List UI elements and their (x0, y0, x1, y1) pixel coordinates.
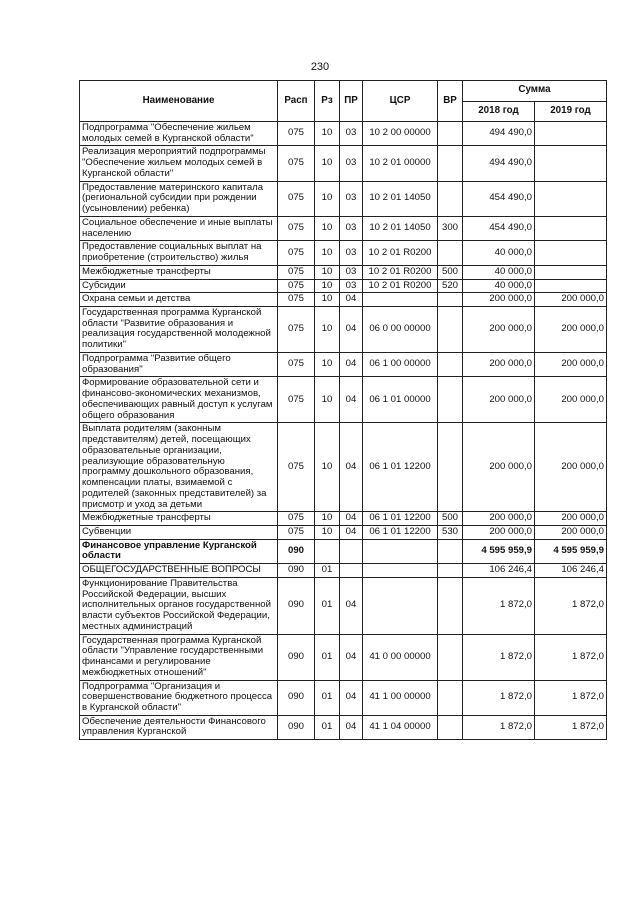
header-name: Наименование (80, 81, 278, 122)
row-rasp: 075 (278, 241, 315, 265)
row-vr (438, 423, 463, 512)
row-rasp: 090 (278, 539, 315, 563)
row-rz: 10 (315, 423, 340, 512)
row-sum-2018: 4 595 959,9 (463, 539, 535, 563)
row-rasp: 090 (278, 634, 315, 680)
row-rz: 10 (315, 122, 340, 146)
row-pr: 03 (340, 279, 363, 293)
table-row (80, 634, 607, 680)
row-rasp: 075 (278, 216, 315, 240)
row-rz: 10 (315, 352, 340, 376)
row-rz: 01 (315, 680, 340, 715)
row-vr: 300 (438, 216, 463, 240)
table-row (80, 352, 607, 376)
row-rasp: 075 (278, 265, 315, 279)
row-pr: 03 (340, 216, 363, 240)
row-vr: 530 (438, 525, 463, 539)
row-pr: 03 (340, 241, 363, 265)
row-sum-2018: 200 000,0 (463, 512, 535, 526)
table-row (80, 241, 607, 265)
row-csr: 06 1 01 12200 (363, 512, 438, 526)
row-csr: 10 2 01 R0200 (363, 241, 438, 265)
row-sum-2019: 200 000,0 (535, 293, 607, 307)
row-rasp: 075 (278, 525, 315, 539)
row-sum-2018: 40 000,0 (463, 241, 535, 265)
row-name: Государственная программа Курганской области "Управление государственными финансами и регулирование межбюджетных отношений" (80, 634, 278, 680)
table-row (80, 181, 607, 216)
row-pr: 04 (340, 352, 363, 376)
row-sum-2018: 494 490,0 (463, 146, 535, 181)
row-name: Межбюджетные трансферты (80, 512, 278, 526)
row-pr: 04 (340, 577, 363, 634)
table-row (80, 715, 607, 739)
row-sum-2018: 494 490,0 (463, 122, 535, 146)
row-rz: 10 (315, 293, 340, 307)
table-header (80, 81, 607, 122)
table-row (80, 539, 607, 563)
row-sum-2018: 106 246,4 (463, 564, 535, 578)
row-rz: 01 (315, 715, 340, 739)
row-sum-2019: 1 872,0 (535, 680, 607, 715)
row-sum-2019: 200 000,0 (535, 525, 607, 539)
row-name: Охрана семьи и детства (80, 293, 278, 307)
table-row (80, 307, 607, 353)
row-rasp: 075 (278, 307, 315, 353)
header-csr: ЦСР (363, 81, 438, 122)
row-sum-2019 (535, 216, 607, 240)
row-vr: 520 (438, 279, 463, 293)
row-csr: 10 2 01 00000 (363, 146, 438, 181)
row-rasp: 075 (278, 512, 315, 526)
header-pr: ПР (340, 81, 363, 122)
row-vr (438, 241, 463, 265)
header-sum: Сумма (463, 81, 607, 102)
row-name: Реализация мероприятий подпрограммы "Обеспечение жильем молодых семей в Курганской области" (80, 146, 278, 181)
row-vr (438, 181, 463, 216)
row-vr (438, 577, 463, 634)
row-name: Предоставление социальных выплат на приобретение (строительство) жилья (80, 241, 278, 265)
row-vr (438, 680, 463, 715)
header-rz: Рз (315, 81, 340, 122)
row-sum-2018: 200 000,0 (463, 377, 535, 423)
row-name: Обеспечение деятельности Финансового управления Курганской (80, 715, 278, 739)
row-sum-2019 (535, 181, 607, 216)
row-sum-2019: 1 872,0 (535, 577, 607, 634)
row-sum-2018: 200 000,0 (463, 423, 535, 512)
row-pr: 04 (340, 715, 363, 739)
row-rasp: 075 (278, 279, 315, 293)
row-sum-2019: 200 000,0 (535, 423, 607, 512)
row-name: Социальное обеспечение и иные выплаты населению (80, 216, 278, 240)
row-rz (315, 539, 340, 563)
row-rasp: 090 (278, 680, 315, 715)
row-sum-2019: 200 000,0 (535, 377, 607, 423)
table-row (80, 122, 607, 146)
row-name: Подпрограмма "Развитие общего образования" (80, 352, 278, 376)
row-sum-2018: 454 490,0 (463, 181, 535, 216)
row-name: Подпрограмма "Обеспечение жильем молодых семей в Курганской области" (80, 122, 278, 146)
header-vr: ВР (438, 81, 463, 122)
row-vr: 500 (438, 512, 463, 526)
row-name: Подпрограмма "Организация и совершенствование бюджетного процесса в Курганской области" (80, 680, 278, 715)
row-rasp: 075 (278, 122, 315, 146)
row-name: Финансовое управление Курганской области (80, 539, 278, 563)
table-row (80, 216, 607, 240)
row-sum-2018: 200 000,0 (463, 525, 535, 539)
row-name: Функционирование Правительства Российской Федерации, высших исполнительных органов государственной власти субъектов Российской Федерации, местных администраций (80, 577, 278, 634)
row-vr (438, 146, 463, 181)
row-csr: 06 0 00 00000 (363, 307, 438, 353)
header-rasp: Расп (278, 81, 315, 122)
row-csr: 06 1 01 12200 (363, 423, 438, 512)
row-sum-2019 (535, 122, 607, 146)
row-vr (438, 293, 463, 307)
row-name: Субсидии (80, 279, 278, 293)
row-vr (438, 715, 463, 739)
row-sum-2019: 200 000,0 (535, 352, 607, 376)
row-pr: 03 (340, 181, 363, 216)
row-csr: 10 2 00 00000 (363, 122, 438, 146)
row-csr (363, 293, 438, 307)
row-sum-2019: 200 000,0 (535, 307, 607, 353)
row-sum-2018: 1 872,0 (463, 680, 535, 715)
table-row (80, 377, 607, 423)
row-csr: 10 2 01 R0200 (363, 279, 438, 293)
row-pr: 04 (340, 293, 363, 307)
row-csr (363, 564, 438, 578)
budget-table (79, 80, 607, 740)
row-pr: 04 (340, 680, 363, 715)
table-row (80, 577, 607, 634)
row-pr (340, 539, 363, 563)
table-row (80, 146, 607, 181)
table-row (80, 293, 607, 307)
row-name: Субвенции (80, 525, 278, 539)
row-sum-2018: 40 000,0 (463, 279, 535, 293)
row-rz: 10 (315, 241, 340, 265)
table-row (80, 423, 607, 512)
row-sum-2019: 106 246,4 (535, 564, 607, 578)
row-sum-2018: 1 872,0 (463, 577, 535, 634)
row-name: ОБЩЕГОСУДАРСТВЕННЫЕ ВОПРОСЫ (80, 564, 278, 578)
row-rz: 10 (315, 181, 340, 216)
row-sum-2019: 4 595 959,9 (535, 539, 607, 563)
table-row (80, 279, 607, 293)
row-pr: 03 (340, 146, 363, 181)
header-2019: 2019 год (535, 101, 607, 122)
row-pr: 04 (340, 423, 363, 512)
row-vr (438, 564, 463, 578)
row-name: Межбюджетные трансферты (80, 265, 278, 279)
row-rasp: 075 (278, 377, 315, 423)
row-rz: 10 (315, 307, 340, 353)
table-row (80, 564, 607, 578)
row-csr (363, 539, 438, 563)
row-pr: 04 (340, 634, 363, 680)
row-pr: 03 (340, 122, 363, 146)
row-sum-2019: 1 872,0 (535, 634, 607, 680)
row-sum-2018: 200 000,0 (463, 352, 535, 376)
row-rz: 01 (315, 577, 340, 634)
row-rz: 01 (315, 564, 340, 578)
row-csr: 41 1 00 00000 (363, 680, 438, 715)
row-csr: 06 1 01 12200 (363, 525, 438, 539)
row-rz: 10 (315, 146, 340, 181)
row-csr: 06 1 01 00000 (363, 377, 438, 423)
table-row (80, 525, 607, 539)
table-row (80, 512, 607, 526)
row-rasp: 075 (278, 352, 315, 376)
row-rz: 10 (315, 377, 340, 423)
row-rz: 10 (315, 216, 340, 240)
row-vr (438, 539, 463, 563)
row-rasp: 075 (278, 293, 315, 307)
row-rz: 10 (315, 279, 340, 293)
row-rz: 10 (315, 525, 340, 539)
row-vr (438, 307, 463, 353)
row-csr: 10 2 01 14050 (363, 181, 438, 216)
row-sum-2019 (535, 265, 607, 279)
row-vr (438, 377, 463, 423)
row-sum-2019: 200 000,0 (535, 512, 607, 526)
row-vr (438, 122, 463, 146)
row-pr: 04 (340, 307, 363, 353)
row-rz: 01 (315, 634, 340, 680)
row-csr: 41 1 04 00000 (363, 715, 438, 739)
row-sum-2018: 40 000,0 (463, 265, 535, 279)
table-row (80, 265, 607, 279)
row-vr (438, 634, 463, 680)
row-csr: 10 2 01 14050 (363, 216, 438, 240)
row-name: Выплата родителям (законным представителям) детей, посещающих образовательные организации, реализующие образовательную программу дошкольного образования, компенсации платы, взимаемой с родителей (законных представителей) за присмотр и уход за детьми (80, 423, 278, 512)
row-pr: 03 (340, 265, 363, 279)
row-sum-2019 (535, 279, 607, 293)
row-csr: 41 0 00 00000 (363, 634, 438, 680)
row-sum-2019: 1 872,0 (535, 715, 607, 739)
row-csr (363, 577, 438, 634)
row-rasp: 075 (278, 146, 315, 181)
row-sum-2019 (535, 241, 607, 265)
row-name: Формирование образовательной сети и финансово-экономических механизмов, обеспечивающих равный доступ к услугам общего образования (80, 377, 278, 423)
row-vr (438, 352, 463, 376)
row-rasp: 075 (278, 423, 315, 512)
page-number: 230 (310, 61, 330, 73)
row-name: Предоставление материнского капитала (региональной субсидии при рождении (усыновлении) ребенка) (80, 181, 278, 216)
row-name: Государственная программа Курганской области "Развитие образования и реализация государственной молодежной политики" (80, 307, 278, 353)
row-pr: 04 (340, 525, 363, 539)
row-csr: 06 1 00 00000 (363, 352, 438, 376)
row-rasp: 090 (278, 715, 315, 739)
row-rz: 10 (315, 265, 340, 279)
row-pr: 04 (340, 377, 363, 423)
header-2018: 2018 год (463, 101, 535, 122)
row-rz: 10 (315, 512, 340, 526)
row-pr: 04 (340, 512, 363, 526)
row-pr (340, 564, 363, 578)
row-csr: 10 2 01 R0200 (363, 265, 438, 279)
table-body (80, 122, 607, 740)
row-sum-2019 (535, 146, 607, 181)
row-sum-2018: 454 490,0 (463, 216, 535, 240)
row-rasp: 090 (278, 577, 315, 634)
row-vr: 500 (438, 265, 463, 279)
row-sum-2018: 200 000,0 (463, 307, 535, 353)
row-rasp: 090 (278, 564, 315, 578)
row-sum-2018: 1 872,0 (463, 634, 535, 680)
row-rasp: 075 (278, 181, 315, 216)
row-sum-2018: 1 872,0 (463, 715, 535, 739)
table-row (80, 680, 607, 715)
row-sum-2018: 200 000,0 (463, 293, 535, 307)
